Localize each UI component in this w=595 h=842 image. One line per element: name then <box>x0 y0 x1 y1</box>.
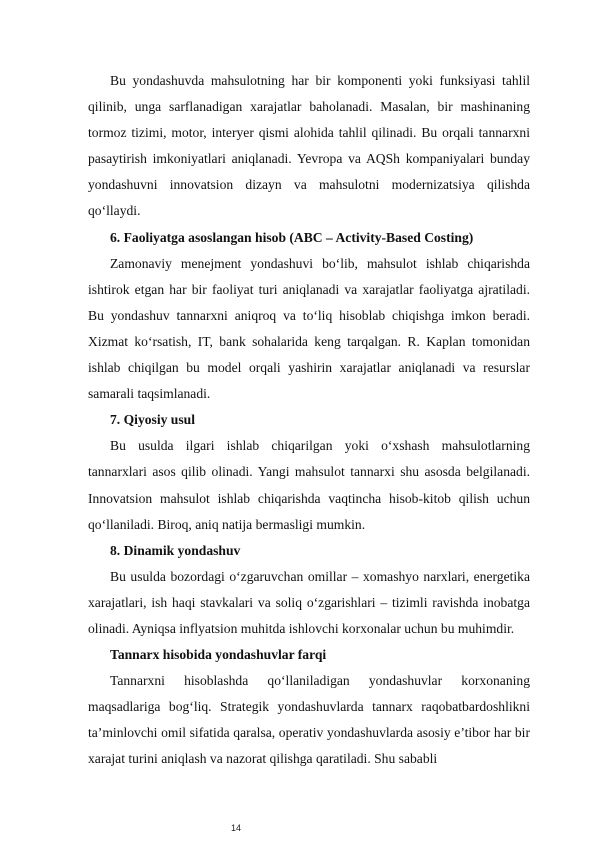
heading-approach-differences: Tannarx hisobida yondashuvlar farqi <box>110 647 327 663</box>
document-body <box>88 68 530 773</box>
page-number: 14 <box>231 823 242 833</box>
paragraph-comparative-method: Bu usulda ilgari ishlab chiqarilgan yoki o‘xshash mahsulotlarning tannarxlari asos qilib olinadi. Yangi mahsulot tannarxi shu asosda belgilanadi. Innovatsion mahsulot ishlab chiqarishda vaqtincha hisob-kitob qilish uchun qo‘llaniladi. Biroq, aniq natija bermasligi mumkin. <box>88 438 530 532</box>
heading-comparative-method: 7. Qiyosiy usul <box>110 412 195 428</box>
paragraph-approach-differences: Tannarxni hisoblashda qo‘llaniladigan yondashuvlar korxonaning maqsadlariga bog‘liq. Strategik yondashuvlarda tannarx raqobatbardoshlikni ta’minlovchi omil sifatida qaralsa, operativ yondashuvlarda asosiy e’tibor har bir xarajat turini aniqlash va nazorat qilishga qaratiladi. Shu sababli <box>88 673 530 767</box>
heading-dynamic-approach: 8. Dinamik yondashuv <box>110 542 241 558</box>
paragraph-dynamic-approach: Bu usulda bozordagi o‘zgaruvchan omillar – xomashyo narxlari, energetika xarajatlari, ish haqi stavkalari va soliq o‘zgarishlari – tizimli ravishda inobatga olinadi. Ayniqsa inflyatsion muhitda ishlovchi korxonalar uchun bu muhimdir. <box>88 568 530 636</box>
paragraph-component-analysis: Bu yondashuvda mahsulotning har bir komponenti yoki funksiyasi tahlil qilinib, unga sarflanadigan xarajatlar baholanadi. Masalan, bir mashinaning tormoz tizimi, motor, interyer qismi alohida tahlil qilinadi. Bu orqali tannarxni pasaytirish imkoniyatlari aniqlanadi. Yevropa va AQSh kompaniyalari bunday yondashuvni innovatsion dizayn va mahsulotni modernizatsiya qilishda qo‘llaydi. <box>88 73 530 219</box>
heading-abc-costing: 6. Faoliyatga asoslangan hisob (ABC – Activity-Based Costing) <box>110 229 474 245</box>
paragraph-abc-costing: Zamonaviy menejment yondashuvi bo‘lib, mahsulot ishlab chiqarishda ishtirok etgan har bir faoliyat turi aniqlanadi va xarajatlar faoliyatga ajratiladi. Bu yondashuv tannarxni aniqroq va to‘liq hisoblab chiqishga imkon beradi. Xizmat ko‘rsatish, IT, bank sohalarida keng tarqalgan. R. Kaplan tomonidan ishlab chiqilgan bu model orqali yashirin xarajatlar aniqlanadi va resurslar samarali taqsimlanadi. <box>88 255 530 402</box>
